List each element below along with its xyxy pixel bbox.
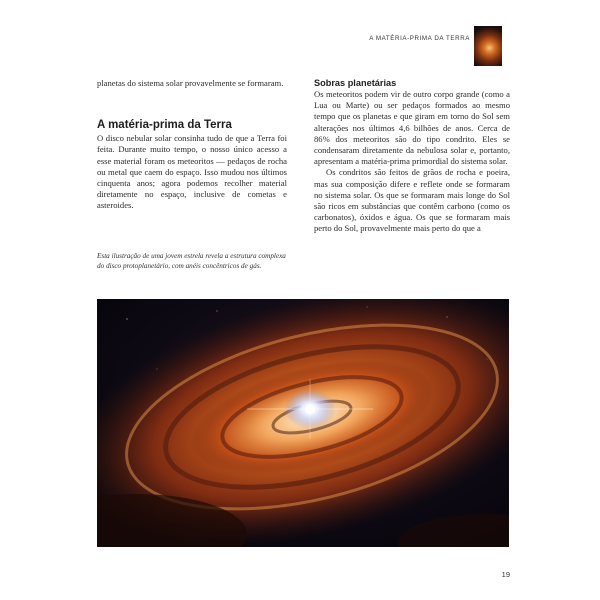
image-caption: Esta ilustração de uma jovem estrela revela a estrutura complexa do disco protoplanetário, com anéis concêntricos de gás. — [97, 252, 286, 270]
left-column — [97, 78, 287, 212]
page-number: 19 — [501, 570, 510, 579]
continuation-paragraph: planetas do sistema solar provavelmente se formaram. — [97, 78, 284, 88]
right-paragraph-2: Os condritos são feitos de grãos de rocha e poeira, mas sua composição difere e reflete onde se formaram no sistema solar. Os que se formaram mais longe do Sol são ricos em substâncias que contêm carbono (como os carbonatos), óxidos e água. Os que se formaram mais perto do Sol, provavelmente mais perto do que a — [314, 167, 510, 234]
header-thumbnail-image — [474, 26, 502, 66]
subsection-title: Sobras planetárias — [314, 78, 397, 88]
disk-svg — [97, 299, 509, 547]
right-paragraph-1: Os meteoritos podem vir de outro corpo grande (como a Lua ou Marte) ou ser pedaços formados ao mesmo tempo que os planetas e que giram em torno do Sol sem alterações nos últimos 4,6 bilhões de anos. Cerca de 86% dos meteoritos são do tipo condrito. Eles se condensaram diretamente da nebulosa solar e, portanto, apresentam a matéria-prima primordial do sistema solar. — [314, 89, 510, 167]
running-header: A MATÉRIA-PRIMA DA TERRA — [369, 35, 470, 42]
protoplanetary-disk-illustration — [97, 299, 509, 547]
section-body: O disco nebular solar consinha tudo de que a Terra foi feita. Durante muito tempo, o nosso único acesso a esse material foram os meteoritos — pedaços de rocha ou metal que caem do espaço. Isso mudou nos últimos cinquenta anos; agora podemos recolher material diretamente no espaço, inclusive de cometas e asteroides. — [97, 133, 287, 211]
right-column — [314, 78, 510, 235]
section-title: A matéria-prima da Terra — [97, 119, 232, 132]
